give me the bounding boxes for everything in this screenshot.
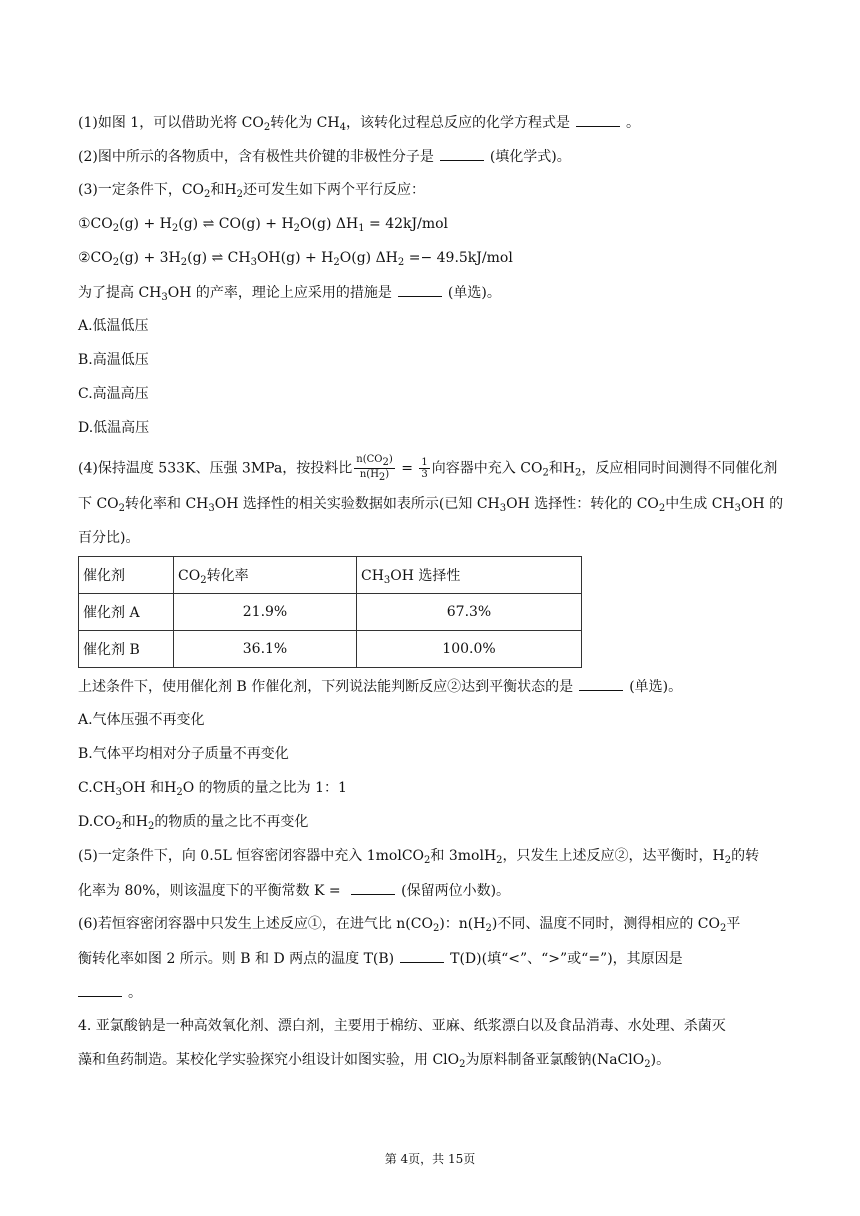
question-6-line-2: 衡转化率如图 2 所示。则 B 和 D 两点的温度 T(B) T(D)(填“<”、“>”或“=”)，其原因是 <box>78 948 683 969</box>
question-4-prompt: 上述条件下，使用催化剂 B 作催化剂，下列说法能判断反应②达到平衡状态的是 (单选)。 <box>78 676 682 697</box>
row-selectivity: 67.3% <box>357 594 582 631</box>
row-catalyst: 催化剂 A <box>79 594 174 631</box>
question-5-line-2: 化率为 80%，则该温度下的平衡常数 K = (保留两位小数)。 <box>78 880 510 901</box>
header-conversion: $CO_2$转化率 <box>174 557 357 594</box>
question-2: (2)图中所示的各物质中，含有极性共价键的非极性分子是 (填化学式)。 <box>78 146 571 167</box>
answer-blank[interactable] <box>398 282 442 297</box>
catalyst-table <box>78 556 582 668</box>
row-conversion: 21.9% <box>174 594 357 631</box>
option-b[interactable]: B.气体平均相对分子质量不再变化 <box>78 746 289 762</box>
table-row <box>79 594 582 631</box>
answer-blank[interactable] <box>351 880 395 895</box>
question-next-line-1: 4. 亚氯酸钠是一种高效氧化剂、漂白剂，主要用于棉纺、亚麻、纸浆漂白以及食品消毒、水处理、杀菌灭 <box>78 1018 726 1034</box>
table-row <box>79 631 582 668</box>
option-b[interactable]: B.高温低压 <box>78 352 149 368</box>
option-a[interactable]: A.气体压强不再变化 <box>78 712 205 728</box>
header-catalyst: 催化剂 <box>79 557 174 594</box>
question-6-line-1: (6)若恒容密闭容器中只发生上述反应①，在进气比 $n(CO_2)$：$n(H_2)$不同、温度不同时，测得相应的 $CO_2$平 <box>78 916 741 934</box>
reaction-1: $①CO_2(g) + H_2(g)$ ⇌ $CO(g) + H_2O(g) \Delta H_1 = 42kJ/mol$ <box>78 216 449 234</box>
answer-blank[interactable] <box>579 676 623 691</box>
answer-blank[interactable] <box>576 112 620 127</box>
row-selectivity: 100.0% <box>357 631 582 668</box>
row-conversion: 36.1% <box>174 631 357 668</box>
table-header-row <box>79 557 582 594</box>
option-d[interactable]: $D.CO_2$和$H_2$的物质的量之比不再变化 <box>78 814 309 832</box>
one-third-fraction: $\frac{1}{3}$ <box>421 457 428 480</box>
ratio-fraction: $\frac{n(CO_2)}{n(H_2)}$ <box>356 454 393 483</box>
answer-blank[interactable] <box>440 146 484 161</box>
option-c[interactable]: $C.CH_3OH$ 和$H_2O$ 的物质的量之比为 1：1 <box>78 780 347 798</box>
question-6-line-3: 。 <box>78 982 142 1003</box>
header-selectivity: $CH_3OH$ 选择性 <box>357 557 582 594</box>
option-d[interactable]: D.低温高压 <box>78 420 150 436</box>
question-4-line-3: 百分比)。 <box>78 530 140 546</box>
question-next-line-2: 藻和鱼药制造。某校化学实验探究小组设计如图实验，用 ClO$_2$为原料制备亚氯酸钠(NaClO$_2$)。 <box>78 1052 671 1070</box>
option-c[interactable]: C.高温高压 <box>78 386 149 402</box>
option-a[interactable]: A.低温低压 <box>78 318 149 334</box>
answer-blank[interactable] <box>78 982 122 997</box>
question-1: (1)如图 1，可以借助光将 $CO_2$转化为 $CH_4$，该转化过程总反应的化学方程式是 。 <box>78 112 640 138</box>
question-4-line-1: (4)保持温度 533K、压强 3MPa，按投料比 $\frac{n(CO_2)}{n(H_2)}$ = $\frac{1}{3}$ 向容器中充入 $CO_2$和$H_2$，反应相同时间测得不同催化剂 <box>78 454 778 483</box>
answer-blank[interactable] <box>400 948 444 963</box>
question-3-intro: (3)一定条件下，$CO_2$和$H_2$还可发生如下两个平行反应： <box>78 182 425 200</box>
question-3-prompt: 为了提高 $CH_3OH$ 的产率，理论上应采用的措施是 (单选)。 <box>78 282 501 308</box>
reaction-2: $②CO_2(g) + 3H_2(g)$ ⇌ $CH_3OH(g) + H_2O(g) \Delta H_2 =- 49.5kJ/mol$ <box>78 250 513 268</box>
row-catalyst: 催化剂 B <box>79 631 174 668</box>
question-5-line-1: (5)一定条件下，向 0.5L 恒容密闭容器中充入 1molCO$_2$和 3molH$_2$，只发生上述反应②，达平衡时，$H_2$的转 <box>78 848 760 866</box>
question-4-line-2: 下 $CO_2$转化率和 $CH_3OH$ 选择性的相关实验数据如表所示(已知 $CH_3OH$ 选择性：转化的 $CO_2$中生成 $CH_3OH$ 的 <box>78 496 784 514</box>
page-footer: 第 4页，共 15页 <box>384 1152 476 1166</box>
